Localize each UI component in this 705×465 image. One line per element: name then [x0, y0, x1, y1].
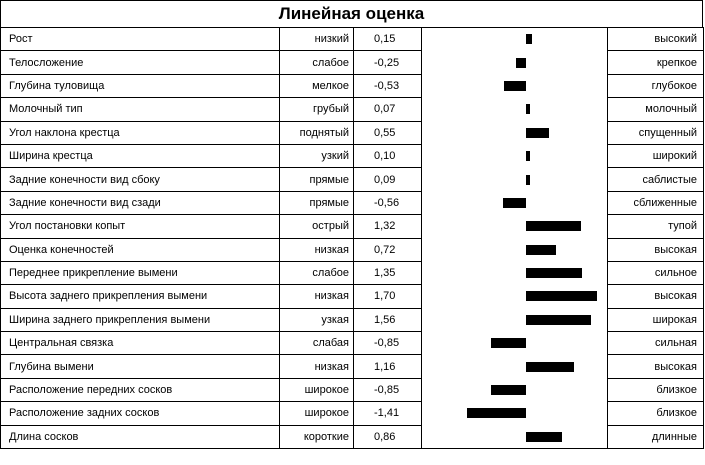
bar-cell	[422, 308, 608, 331]
bar-cell	[422, 98, 608, 121]
evaluation-table	[0, 27, 704, 449]
low-pole-label: низкая	[280, 285, 354, 308]
trait-label: Задние конечности вид сбоку	[1, 168, 280, 191]
bar-cell	[422, 378, 608, 401]
bar-cell	[422, 168, 608, 191]
value-label: 1,70	[354, 285, 422, 308]
trait-label: Ширина крестца	[1, 144, 280, 167]
bar	[526, 175, 530, 185]
low-pole-label: прямые	[280, 191, 354, 214]
value-label: 0,15	[354, 28, 422, 51]
evaluation-rows	[1, 28, 704, 449]
value-label: -0,85	[354, 332, 422, 355]
trait-label: Длина сосков	[1, 425, 280, 448]
low-pole-label: низкий	[280, 28, 354, 51]
bar	[526, 128, 549, 138]
low-pole-label: слабое	[280, 51, 354, 74]
bar	[504, 81, 526, 91]
low-pole-label: слабое	[280, 261, 354, 284]
trait-label: Оценка конечностей	[1, 238, 280, 261]
high-pole-label: молочный	[608, 98, 704, 121]
high-pole-label: близкое	[608, 378, 704, 401]
value-label: 1,35	[354, 261, 422, 284]
bar	[526, 268, 582, 278]
bar-cell	[422, 51, 608, 74]
trait-label: Задние конечности вид сзади	[1, 191, 280, 214]
bar	[526, 432, 562, 442]
high-pole-label: высокий	[608, 28, 704, 51]
low-pole-label: мелкое	[280, 74, 354, 97]
trait-label: Расположение передних сосков	[1, 378, 280, 401]
value-label: 1,16	[354, 355, 422, 378]
low-pole-label: грубый	[280, 98, 354, 121]
bar-cell	[422, 402, 608, 425]
high-pole-label: близкое	[608, 402, 704, 425]
table-row	[1, 308, 704, 331]
trait-label: Ширина заднего прикрепления вымени	[1, 308, 280, 331]
value-label: 1,32	[354, 215, 422, 238]
trait-label: Молочный тип	[1, 98, 280, 121]
bar	[526, 362, 574, 372]
bar-cell	[422, 285, 608, 308]
bar-cell	[422, 191, 608, 214]
table-row	[1, 98, 704, 121]
bar-cell	[422, 121, 608, 144]
trait-label: Глубина вымени	[1, 355, 280, 378]
bar	[516, 58, 526, 68]
trait-label: Телосложение	[1, 51, 280, 74]
trait-label: Глубина туловища	[1, 74, 280, 97]
bar	[526, 245, 556, 255]
high-pole-label: сильное	[608, 261, 704, 284]
table-row	[1, 378, 704, 401]
high-pole-label: саблистые	[608, 168, 704, 191]
chart-title: Линейная оценка	[0, 0, 703, 28]
value-label: 1,56	[354, 308, 422, 331]
low-pole-label: поднятый	[280, 121, 354, 144]
low-pole-label: узкая	[280, 308, 354, 331]
value-label: -1,41	[354, 402, 422, 425]
bar	[491, 338, 526, 348]
bar	[526, 34, 532, 44]
table-row	[1, 51, 704, 74]
table-row	[1, 121, 704, 144]
table-row	[1, 215, 704, 238]
low-pole-label: низкая	[280, 238, 354, 261]
low-pole-label: широкое	[280, 378, 354, 401]
value-label: -0,25	[354, 51, 422, 74]
value-label: 0,72	[354, 238, 422, 261]
trait-label: Расположение задних сосков	[1, 402, 280, 425]
table-row	[1, 425, 704, 448]
table-row	[1, 402, 704, 425]
bar	[526, 151, 530, 161]
bar	[526, 291, 597, 301]
bar	[467, 408, 526, 418]
table-row	[1, 261, 704, 284]
table-row	[1, 238, 704, 261]
bar-cell	[422, 238, 608, 261]
table-row	[1, 191, 704, 214]
bar	[526, 315, 591, 325]
high-pole-label: сближенные	[608, 191, 704, 214]
high-pole-label: широкая	[608, 308, 704, 331]
high-pole-label: высокая	[608, 285, 704, 308]
bar-cell	[422, 332, 608, 355]
bar-cell	[422, 215, 608, 238]
low-pole-label: низкая	[280, 355, 354, 378]
low-pole-label: широкое	[280, 402, 354, 425]
bar-cell	[422, 261, 608, 284]
bar	[503, 198, 526, 208]
value-label: 0,10	[354, 144, 422, 167]
bar	[526, 104, 530, 114]
trait-label: Угол постановки копыт	[1, 215, 280, 238]
high-pole-label: сильная	[608, 332, 704, 355]
bar	[491, 385, 526, 395]
value-label: 0,86	[354, 425, 422, 448]
trait-label: Рост	[1, 28, 280, 51]
high-pole-label: высокая	[608, 238, 704, 261]
low-pole-label: прямые	[280, 168, 354, 191]
value-label: -0,56	[354, 191, 422, 214]
high-pole-label: спущенный	[608, 121, 704, 144]
table-row	[1, 144, 704, 167]
high-pole-label: высокая	[608, 355, 704, 378]
bar-cell	[422, 74, 608, 97]
high-pole-label: длинные	[608, 425, 704, 448]
trait-label: Переднее прикрепление вымени	[1, 261, 280, 284]
table-row	[1, 168, 704, 191]
trait-label: Угол наклона крестца	[1, 121, 280, 144]
table-row	[1, 74, 704, 97]
value-label: 0,07	[354, 98, 422, 121]
trait-label: Высота заднего прикрепления вымени	[1, 285, 280, 308]
table-row	[1, 332, 704, 355]
bar-cell	[422, 28, 608, 51]
low-pole-label: узкий	[280, 144, 354, 167]
table-row	[1, 285, 704, 308]
low-pole-label: слабая	[280, 332, 354, 355]
table-row	[1, 28, 704, 51]
low-pole-label: короткие	[280, 425, 354, 448]
high-pole-label: глубокое	[608, 74, 704, 97]
high-pole-label: крепкое	[608, 51, 704, 74]
value-label: -0,53	[354, 74, 422, 97]
value-label: 0,09	[354, 168, 422, 191]
low-pole-label: острый	[280, 215, 354, 238]
bar-cell	[422, 425, 608, 448]
bar-cell	[422, 144, 608, 167]
high-pole-label: широкий	[608, 144, 704, 167]
bar-cell	[422, 355, 608, 378]
high-pole-label: тупой	[608, 215, 704, 238]
table-row	[1, 355, 704, 378]
trait-label: Центральная связка	[1, 332, 280, 355]
value-label: -0,85	[354, 378, 422, 401]
value-label: 0,55	[354, 121, 422, 144]
bar	[526, 221, 581, 231]
